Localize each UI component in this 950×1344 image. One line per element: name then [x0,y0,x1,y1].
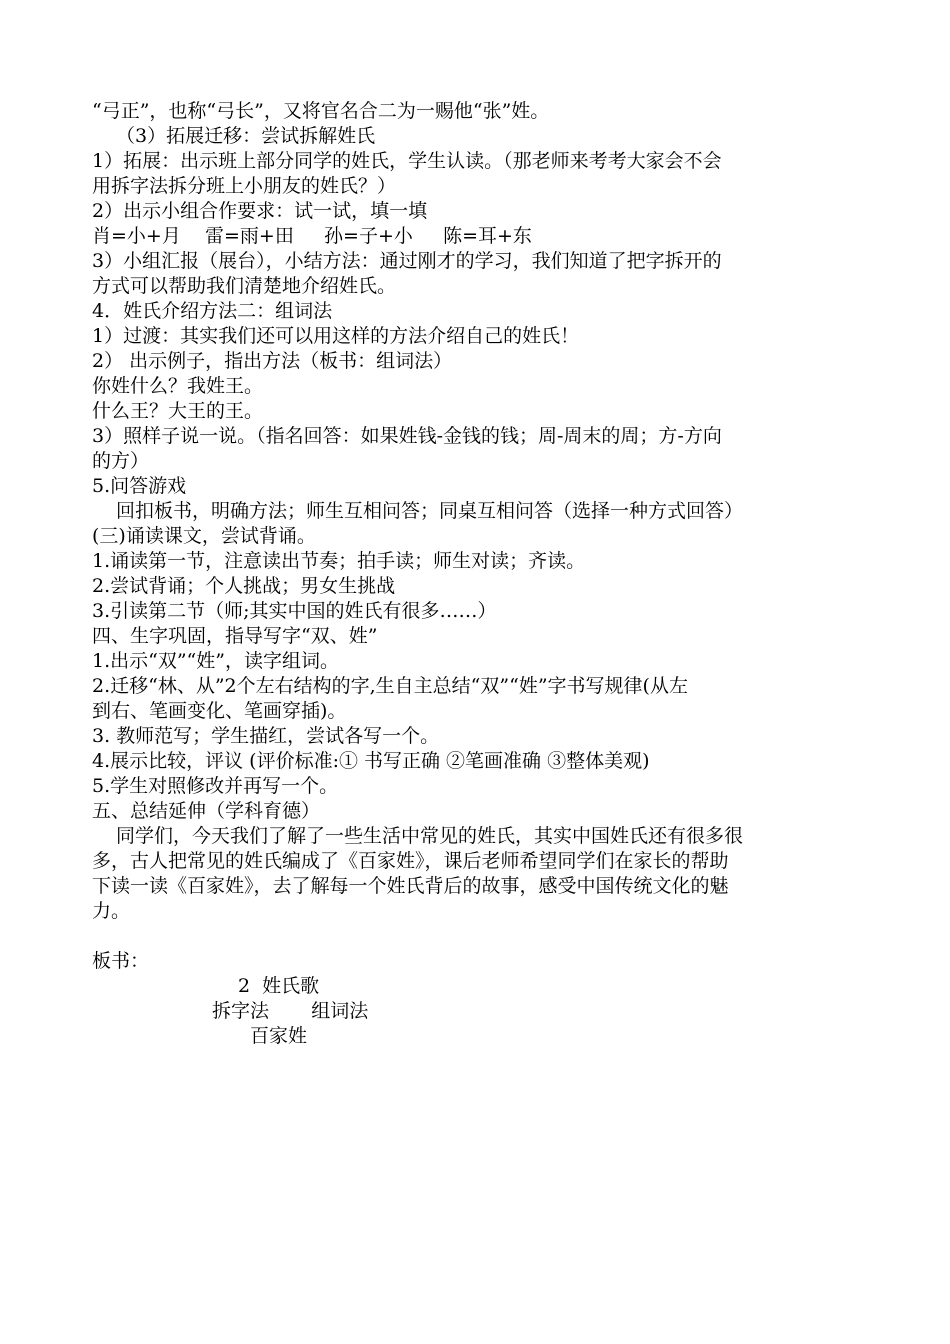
board-title: 2 姓氏歌 [238,975,320,997]
text-line: 到右、笔画变化、笔画穿插)。 [92,700,347,722]
section-heading: 四、生字巩固，指导写字“双、姓” [92,625,378,647]
text-line: 下读一读《百家姓》，去了解每一个姓氏背后的故事，感受中国传统文化的魅 [92,875,729,897]
section-heading: (三)诵读课文，尝试背诵。 [92,525,316,547]
text-line: 1）过渡：其实我们还可以用这样的方法介绍自己的姓氏！ [92,325,580,347]
board-methods: 拆字法 组词法 [212,1000,369,1022]
section-heading: （3）拓展迁移：尝试拆解姓氏 [116,125,376,147]
text-line: 回扣板书，明确方法；师生互相问答；同桌互相问答（选择一种方式回答） [116,500,744,522]
text-line: 5.学生对照修改并再写一个。 [92,775,339,797]
section-heading: 4．姓氏介绍方法二：组词法 [92,300,333,322]
text-line: 2.尝试背诵；个人挑战；男女生挑战 [92,575,396,597]
text-line: 3）照样子说一说。（指名回答：如果姓钱-金钱的钱；周-周末的周；方-方向 [92,425,722,447]
text-line: 用拆字法拆分班上小朋友的姓氏？） [92,175,397,197]
section-heading: 5.问答游戏 [92,475,187,497]
text-line: 2.迁移“林、从”2个左右结构的字,生自主总结“双”“姓”字书写规律(从左 [92,675,688,697]
text-line: 多，古人把常见的姓氏编成了《百家姓》，课后老师希望同学们在家长的帮助 [92,850,729,872]
text-line: 同学们，今天我们了解了一些生活中常见的姓氏，其实中国姓氏还有很多很 [116,825,744,847]
board-label: 板书： [92,950,150,972]
text-line: 2） 出示例子，指出方法（板书：组词法） [92,350,453,372]
text-line: 3.引读第二节（师;其实中国的姓氏有很多……） [92,600,497,622]
text-line: 2）出示小组合作要求：试一试，填一填 [92,200,428,222]
text-line: 什么王？大王的王。 [92,400,264,422]
text-line: 4.展示比较，评议 (评价标准:① 书写正确 ②笔画准确 ③整体美观) [92,750,650,772]
text-line: 3. 教师范写；学生描红，尝试各写一个。 [92,725,440,747]
text-line: 1.诵读第一节，注意读出节奏；拍手读；师生对读；齐读。 [92,550,586,572]
text-line: 3）小组汇报（展台），小结方法：通过刚才的学习，我们知道了把字拆开的 [92,250,722,272]
text-line: 方式可以帮助我们清楚地介绍姓氏。 [92,275,397,297]
text-line: 1.出示“双”“姓”，读字组词。 [92,650,339,672]
text-line: 1）拓展：出示班上部分同学的姓氏，学生认读。（那老师来考考大家会不会 [92,150,722,172]
text-line: “弓正”，也称“弓长”，又将官名合二为一赐他“张”姓。 [92,100,550,122]
text-line: 的方） [92,450,150,472]
text-line: 你姓什么？我姓王。 [92,375,264,397]
board-bottom: 百家姓 [250,1025,308,1047]
section-heading: 五、总结延伸（学科育德） [92,800,321,822]
text-line: 肖=小+月 雷=雨+田 孙=子+小 陈=耳+东 [92,225,532,247]
text-line: 力。 [92,900,131,922]
